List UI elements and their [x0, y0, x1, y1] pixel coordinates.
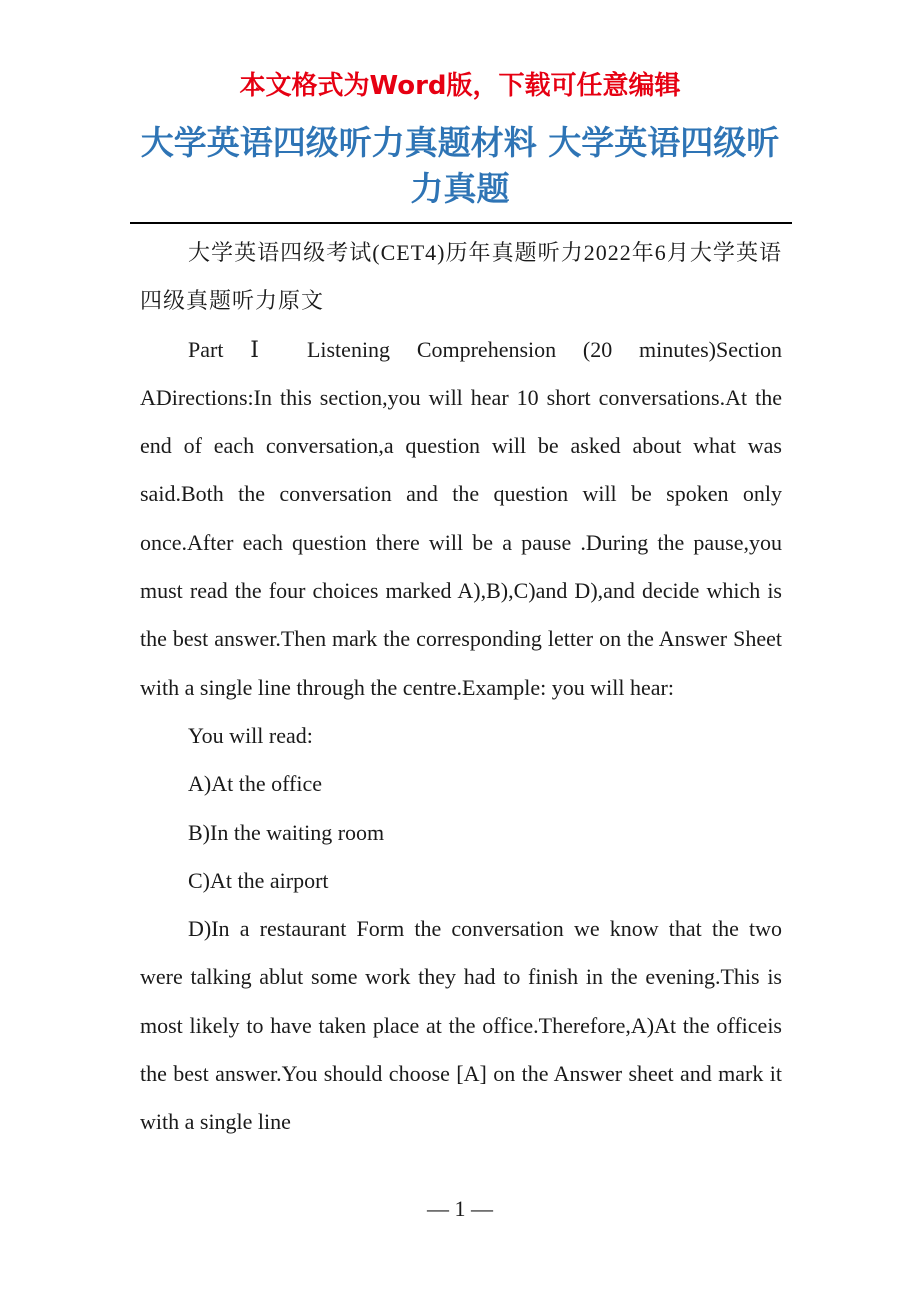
format-banner: 本文格式为Word版，下载可任意编辑 — [239, 71, 681, 101]
choice-b: B)In the waiting room — [188, 819, 385, 845]
choice-c: C)At the airport — [188, 867, 329, 893]
intro-paragraph: 大学英语四级考试(CET4)历年真题听力2022年6月大学英语四级真题听力原文 — [140, 240, 782, 314]
example-prompt: You will read: — [188, 722, 313, 748]
document-body — [140, 229, 782, 1147]
choice-a: A)At the office — [188, 771, 322, 797]
title-divider — [130, 222, 792, 224]
choice-d-explanation: D)In a restaurant Form the conversation we know that the two were talking ablut some work they had to finish in the evening.This is most likely to have taken place at the office.Therefore,A)At the officeis the best answer.You should choose [A] on the Answer sheet and mark it with a single line — [140, 916, 782, 1135]
page-number: — 1 — — [427, 1196, 493, 1221]
page-title: 大学英语四级听力真题材料 大学英语四级听力真题 — [140, 123, 780, 208]
directions-paragraph: Part Ⅰ Listening Comprehension (20 minutes)Section ADirections:In this section,you will hear 10 short conversations.At the end of each conversation,a question will be asked about what was said.Both the conversation and the question will be spoken only once.After each question there will be a pause .During the pause,you must read the four choices marked A),B),C)and D),and decide which is the best answer.Then mark the corresponding letter on the Answer Sheet with a single line through the centre.Example: you will hear: — [140, 336, 782, 700]
